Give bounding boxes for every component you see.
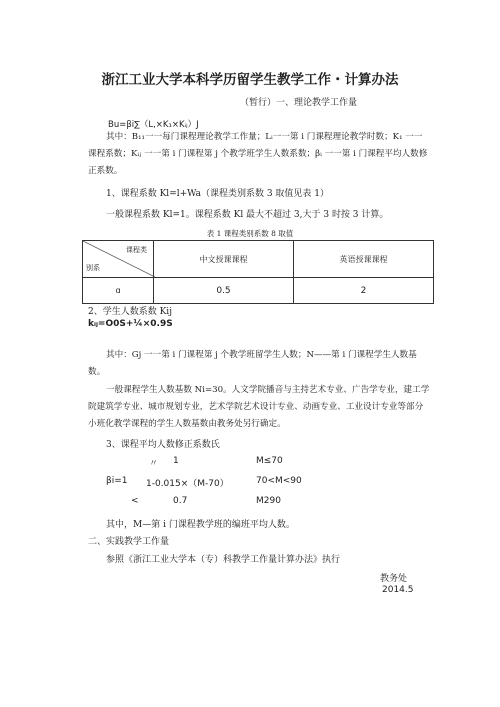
definitions-paragraph: 其中：B₁₁一一每门课程理论教学工作量；Lᵢ一一第 i 门课程理论教学时数；K₁ 一一课程系数；Kᵢⱼ 一一第 i 门课程第 j 个教学班学生人数系数；βᵢ 一一第 i 门课程平均人数修正系数。 [88, 132, 428, 176]
base-number-paragraph: 一般课程学生人数基数 Ni=30。人文学院播音与主持艺术专业、广告学专业，建工学院建筑学专业、城市规划专业，艺术学院艺术设计专业、动画专业、工业设计专业等部分小班化教学课程的学生人数基数由教务处另行确定。 [88, 385, 430, 429]
corner-label-top: 课程类 [126, 246, 147, 254]
student-coefficient-formula: kᵢⱼ=O0S+¼×0.9S [88, 319, 173, 329]
document-subtitle: （暂行）一、理论教学工作量 [240, 98, 358, 108]
piecewise-condition-1: M≤70 [256, 456, 283, 466]
piecewise-value-1: 1 [173, 456, 179, 466]
document-title: 浙江工业大学本科学历留学生教学工作・计算办法 [101, 72, 399, 88]
student-definitions-paragraph: 其中：Gj 一一第 i 门课程第 j 个教学班留学生人数；N——第 i 门课程学生人数基数。 [88, 350, 417, 377]
piecewise-value-3: 0.7 [173, 496, 188, 506]
table-caption: 表 1 课程类别系数 8 取值 [206, 229, 294, 238]
signature-date: 2014.5 [382, 585, 414, 595]
section-practice-workload: 二、实践教学工作量 [88, 537, 170, 547]
header-chinese-course: 中文授课课程 [154, 241, 294, 278]
piecewise-lt: < [131, 496, 139, 506]
signature-office: 教务处 [380, 574, 408, 584]
table-row [83, 278, 434, 304]
piecewise-condition-3: M290 [256, 496, 281, 506]
piecewise-value-2: 1-0.015×（M-70） [146, 479, 229, 489]
value-chinese-course: 0.5 [154, 278, 294, 304]
section-student-coefficient: 2、学生人数系数 Kij [88, 307, 172, 317]
row-label: ɑ [83, 278, 154, 304]
general-coefficient-paragraph: 一般课程系数 Kl=1。课程系数 Kl 最大不超过 3,大于 3 时按 3 计算。 [106, 210, 389, 220]
piecewise-condition-2: 70<M<90 [256, 476, 302, 486]
coefficient-table [82, 240, 434, 304]
header-english-course: 英语授课课程 [294, 241, 434, 278]
piecewise-mark: 〃 [149, 459, 159, 469]
reference-paragraph: 参照《浙江工业大学本（专）科教学工作量计算办法》执行 [106, 555, 341, 565]
table-header-row [83, 241, 434, 278]
piecewise-lhs: βi=1 [106, 476, 128, 486]
section-course-coefficient: 1、课程系数 Kl=l+Wa（课程类别系数 3 取值见表 1） [106, 189, 330, 199]
workload-formula: Bu=βi∑（L,×K₁×Kᵢⱼ）J [108, 120, 199, 130]
value-english-course: 2 [294, 278, 434, 304]
corner-label-bottom: 别系 [86, 264, 100, 272]
table-corner-cell [83, 241, 154, 278]
m-definition-paragraph: 其中，M—第 i 门课程教学班的编班平均人数。 [106, 520, 295, 530]
section-average-correction: 3、课程平均人数修正系数氏 [106, 440, 220, 450]
